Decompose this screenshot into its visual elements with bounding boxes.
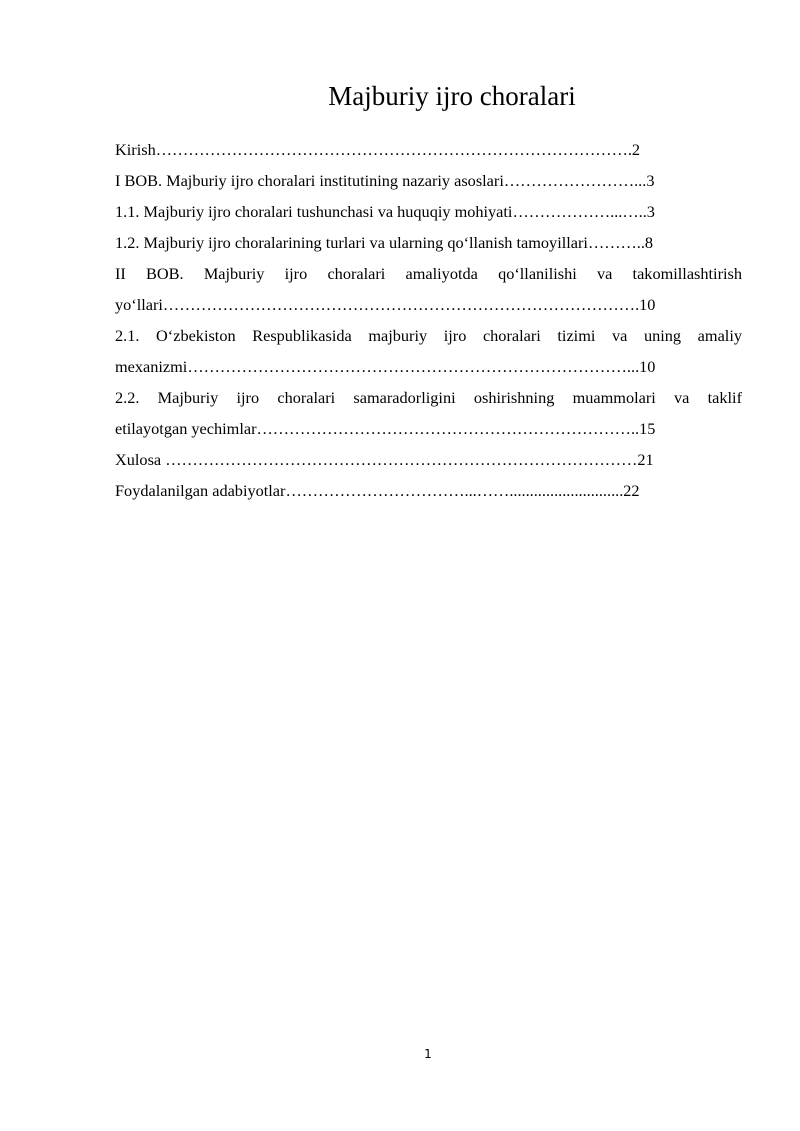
table-of-contents xyxy=(115,137,742,509)
toc-entry-xulosa: Xulosa ……………………………………………………………………………21 xyxy=(115,450,654,469)
toc-entry-section-1-2: 1.2. Majburiy ijro choralarining turlari va ularning qo‘llanish tamoyillari………..8 xyxy=(115,233,654,252)
toc-entry-kirish: Kirish…………………………………………………………………………….2 xyxy=(115,140,641,159)
toc-entry-bob-1: I BOB. Majburiy ijro choralari institutining nazariy asoslari……………………...3 xyxy=(115,171,655,190)
toc-entry-bob-2-continuation: yo‘llari…………………………………………………………………………….10 xyxy=(115,295,656,314)
toc-entry-bob-2 xyxy=(115,261,742,318)
toc-entry-section-2-1 xyxy=(115,323,742,380)
toc-entry-bob-2-heading: II BOB. Majburiy ijro choralari amaliyotda qo‘llanilishi va takomillashtirish xyxy=(115,264,742,283)
toc-entry-section-2-1-heading: 2.1. O‘zbekiston Respublikasida majburiy ijro choralari tizimi va uning amaliy xyxy=(115,326,742,345)
toc-entry-adabiyotlar: Foydalanilgan adabiyotlar……………………………...……............................22 xyxy=(115,481,640,500)
toc-entry-section-2-2 xyxy=(115,385,742,442)
page-number: 1 xyxy=(424,1047,432,1061)
page-title: Majburiy ijro choralari xyxy=(328,81,576,111)
toc-entry-section-2-1-continuation: mexanizmi………………………………………………………………………...10 xyxy=(115,357,656,376)
toc-entry-section-2-2-heading: 2.2. Majburiy ijro choralari samaradorligini oshirishning muammolari va taklif xyxy=(115,388,742,407)
toc-entry-section-1-1: 1.1. Majburiy ijro choralari tushunchasi va huquqiy mohiyati………………...…..3 xyxy=(115,202,655,221)
toc-entry-section-2-2-continuation: etilayotgan yechimlar……………………………………………………………..15 xyxy=(115,419,656,438)
